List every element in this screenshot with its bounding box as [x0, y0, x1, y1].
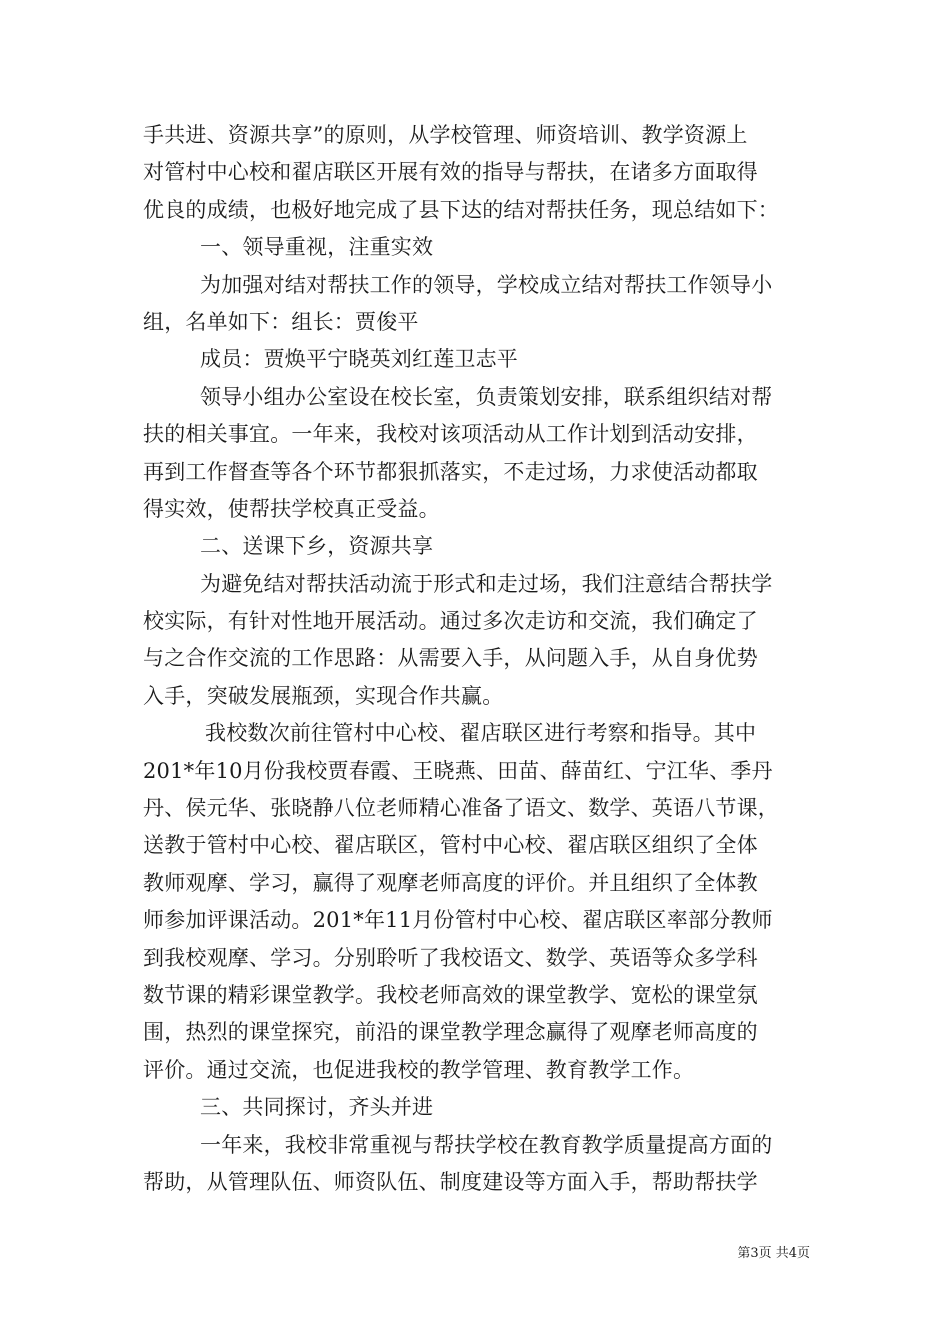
- text-line: 校实际，有针对性地开展活动。通过多次走访和交流，我们确定了: [143, 609, 758, 634]
- text-line: 帮助，从管理队伍、师资队伍、制度建设等方面入手，帮助帮扶学: [143, 1169, 758, 1194]
- text-line: 领导小组办公室设在校长室，负责策划安排，联系组织结对帮: [200, 384, 773, 409]
- section-heading-1: 一、领导重视，注重实效: [200, 235, 434, 260]
- page-number: 第3页 共4页: [737, 1246, 810, 1261]
- section-heading-3: 三、共同探讨，齐头并进: [200, 1095, 434, 1120]
- text-line: 组，名单如下：组长：贾俊平: [143, 309, 419, 334]
- text-line: 为避免结对帮扶活动流于形式和走过场，我们注意结合帮扶学: [200, 571, 773, 596]
- text-line: 优良的成绩，也极好地完成了县下达的结对帮扶任务，现总结如下：: [143, 197, 779, 222]
- text-line: 成员：贾焕平宁晓英刘红莲卫志平: [200, 347, 518, 372]
- text-line: 与之合作交流的工作思路：从需要入手，从问题入手，从自身优势: [143, 646, 758, 671]
- text-line: 入手，突破发展瓶颈，实现合作共赢。: [143, 683, 504, 708]
- text-line: 师参加评课活动。201*年11月份管村中心校、翟店联区率部分教师: [143, 908, 773, 933]
- text-line: 扶的相关事宜。一年来，我校对该项活动从工作计划到活动安排，: [143, 422, 758, 447]
- text-line: 手共进、资源共享”的原则，从学校管理、师资培训、教学资源上: [143, 123, 748, 147]
- text-line: 得实效，使帮扶学校真正受益。: [143, 496, 440, 521]
- text-line: 评价。通过交流，也促进我校的教学管理、教育教学工作。: [143, 1057, 695, 1082]
- text-line: 一年来，我校非常重视与帮扶学校在教育教学质量提高方面的: [200, 1132, 773, 1157]
- text-line: 围，热烈的课堂探究，前沿的课堂教学理念赢得了观摩老师高度的: [143, 1020, 758, 1045]
- section-heading-2: 二、送课下乡，资源共享: [200, 534, 434, 559]
- text-line: 我校数次前往管村中心校、翟店联区进行考察和指导。其中: [205, 721, 757, 746]
- text-line: 到我校观摩、学习。分别聆听了我校语文、数学、英语等众多学科: [143, 945, 758, 970]
- text-line: 为加强对结对帮扶工作的领导，学校成立结对帮扶工作领导小: [200, 272, 773, 297]
- text-line: 201*年10月份我校贾春霞、王晓燕、田苗、薛苗红、宁江华、季丹: [143, 758, 773, 783]
- text-line: 送教于管村中心校、翟店联区，管村中心校、翟店联区组织了全体: [143, 833, 758, 858]
- text-line: 数节课的精彩课堂教学。我校老师高效的课堂教学、宽松的课堂氛: [143, 982, 758, 1007]
- text-line: 教师观摩、学习，赢得了观摩老师高度的评价。并且组织了全体教: [143, 870, 758, 895]
- text-line: 对管村中心校和翟店联区开展有效的指导与帮扶，在诸多方面取得: [143, 160, 758, 185]
- text-line: 再到工作督查等各个环节都狠抓落实，不走过场，力求使活动都取: [143, 459, 758, 484]
- document-body: [143, 117, 811, 1201]
- text-line: 丹、侯元华、张晓静八位老师精心准备了语文、数学、英语八节课，: [143, 796, 779, 821]
